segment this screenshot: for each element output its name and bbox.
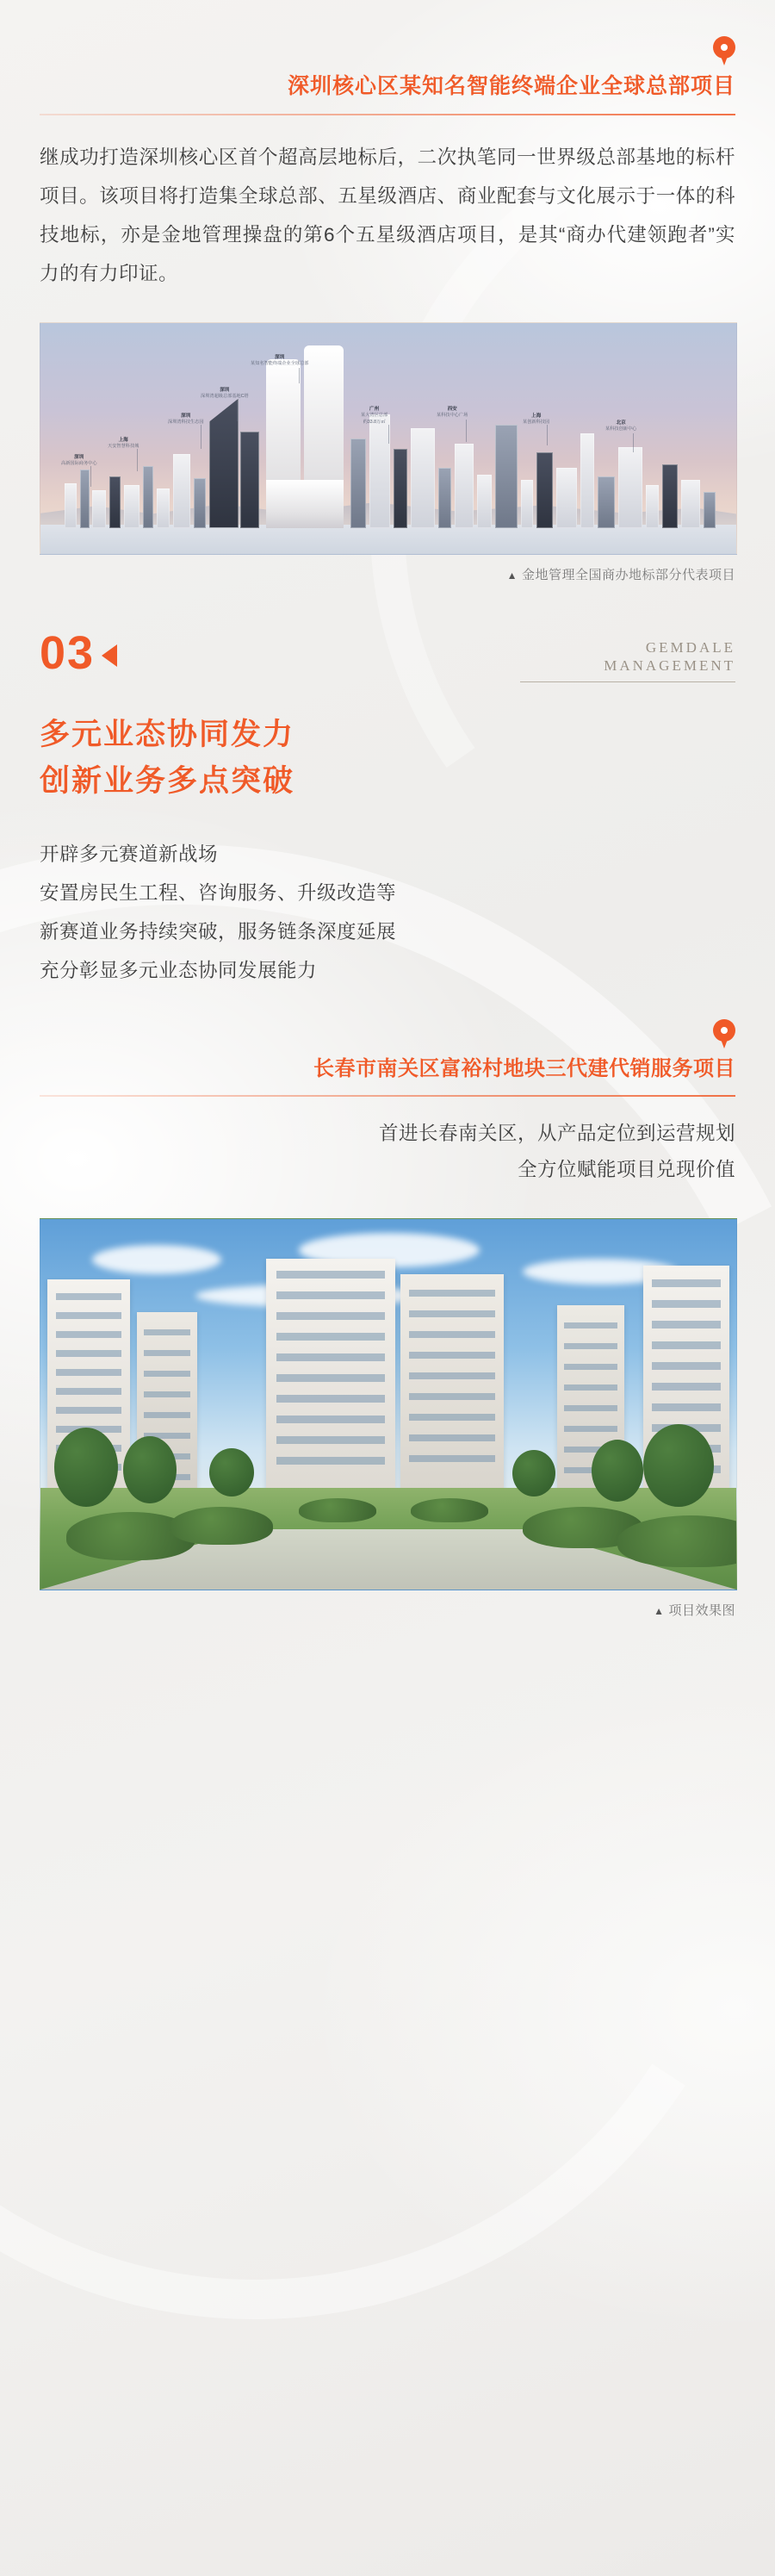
skyline-leader: [466, 420, 467, 442]
skyline-illustration: [40, 322, 737, 555]
chapter-point: 安置房民生工程、咨询服务、升级改造等: [40, 881, 397, 904]
chapter-points: [40, 835, 735, 990]
skyline-leader: [633, 433, 634, 452]
caption-marker-icon: ▲: [506, 569, 518, 582]
skyline-label: 深圳 深圳湾科技生态园: [168, 413, 204, 425]
skyline-leader: [299, 368, 300, 383]
brand-logo: [520, 638, 735, 683]
chapter-point: 开辟多元赛道新战场: [40, 843, 219, 865]
caption-text: 金地管理全国商办地标部分代表项目: [521, 567, 735, 582]
skyline-leader: [388, 425, 389, 444]
skyline-building: [394, 449, 407, 528]
skyline-building: [495, 425, 518, 528]
tree-shape: [643, 1424, 714, 1507]
chapter-heading-line-1: 多元业态协同发力: [40, 718, 295, 751]
residential-building: [400, 1274, 504, 1496]
skyline-label: 上海 某创新科技园: [523, 413, 550, 425]
skyline-ground: [40, 525, 736, 554]
bush-shape: [411, 1498, 488, 1522]
shenzhen-project-title: 深圳核心区某知名智能终端企业全球总部项目: [287, 74, 735, 98]
skyline-tower-podium: [266, 480, 344, 528]
skyline-building: [521, 480, 533, 528]
skyline-label: 深圳 深圳湾超级总部基地C塔: [201, 387, 249, 399]
skyline-building: [618, 447, 642, 528]
caption-text: 项目效果图: [668, 1603, 735, 1618]
changchun-pin-row: [0, 1019, 775, 1048]
shenzhen-project-body: 继成功打造深圳核心区首个超高层地标后，二次执笔同一世界级总部基地的标杆项目。该项目将打造集全球总部、五星级酒店、商业配套与文化展示于一体的科技地标，亦是金地管理操盘的第6个五星级酒店项目，是其“商办代建领跑者”实力的有力印证。: [40, 146, 735, 284]
skyline-label: 深圳 高新国际商务中心: [61, 454, 97, 466]
skyline-label: 北京 某科技创新中心: [605, 420, 637, 432]
shenzhen-title-rule: [40, 114, 735, 115]
skyline-leader: [90, 466, 91, 487]
location-pin-icon: [713, 1019, 735, 1048]
skyline-leader: [201, 425, 202, 449]
skyline-building: [124, 485, 140, 528]
skyline-building: [556, 468, 577, 528]
changchun-sub-line-1: 首进长春南关区，从产品定位到运营规划: [378, 1122, 735, 1144]
skyline-figure: [40, 322, 735, 555]
skyline-leader: [237, 401, 238, 421]
skyline-building: [173, 454, 190, 528]
skyline-building: [92, 490, 106, 528]
skyline-building: [477, 475, 492, 528]
tree-shape: [54, 1428, 118, 1507]
skyline-building: [536, 452, 553, 528]
triangle-left-icon: [102, 644, 117, 667]
skyline-label: 西安 某科技中心广场: [437, 406, 468, 418]
chapter-number-group: [40, 626, 117, 679]
skyline-building: [143, 466, 153, 528]
chapter-number: 03: [40, 626, 96, 679]
bush-shape: [170, 1507, 273, 1545]
residential-rendering: [40, 1218, 737, 1590]
tree-shape: [209, 1448, 254, 1496]
location-pin-icon: [713, 36, 735, 65]
brand-line-1: GEMDALE: [645, 638, 735, 656]
changchun-sub-line-2: 全方位赋能项目兑现价值: [517, 1159, 735, 1181]
skyline-building: [350, 439, 366, 528]
chapter-header: [40, 626, 735, 683]
chapter-heading: [40, 712, 735, 806]
skyline-building: [646, 485, 659, 528]
chapter-heading-line-2: 创新业务多点突破: [40, 764, 295, 799]
skyline-building: [80, 470, 90, 528]
chapter-point: 充分彰显多元业态协同发展能力: [40, 959, 318, 981]
skyline-building: [704, 492, 716, 528]
skyline-building: [681, 480, 700, 528]
bush-shape: [617, 1515, 737, 1567]
skyline-building: [580, 433, 594, 528]
chapter-point: 新赛道业务持续突破，服务链条深度延展: [40, 920, 397, 943]
skyline-label: 上海 天安智慧科技城: [108, 437, 140, 449]
skyline-building: [411, 428, 435, 528]
skyline-label: 广州 某大湾区总部 约33.8万㎡: [361, 406, 388, 425]
caption-marker-icon: ▲: [654, 1605, 665, 1617]
cloud-shape: [92, 1245, 221, 1274]
skyline-building: [438, 468, 451, 528]
skyline-building: [65, 483, 77, 528]
skyline-building: [157, 488, 170, 528]
skyline-building: [598, 476, 615, 528]
skyline-building: [662, 464, 678, 528]
skyline-leader: [137, 449, 138, 471]
changchun-project-title: 长春市南关区富裕村地块三代建代销服务项目: [313, 1056, 735, 1080]
brand-rule: [520, 681, 735, 682]
brand-line-2: MANAGEMENT: [604, 656, 735, 674]
skyline-building: [109, 476, 121, 528]
residential-figure: [40, 1218, 735, 1590]
changchun-title-rule: [40, 1095, 735, 1097]
residential-building-main: [266, 1259, 395, 1496]
skyline-figure-caption: [40, 565, 735, 583]
skyline-building: [194, 478, 206, 528]
bush-shape: [299, 1498, 376, 1522]
skyline-building: [455, 444, 474, 528]
tree-shape: [123, 1436, 177, 1503]
skyline-building: [369, 414, 390, 528]
skyline-dark-tower: [209, 399, 239, 528]
skyline-building: [240, 432, 259, 528]
shenzhen-pin-row: [0, 36, 775, 65]
skyline-leader: [547, 425, 548, 445]
tree-shape: [592, 1440, 643, 1502]
skyline-label: 深圳 某知名智能终端企业全球总部: [251, 354, 309, 366]
residential-figure-caption: [40, 1601, 735, 1619]
tree-shape: [512, 1450, 555, 1496]
